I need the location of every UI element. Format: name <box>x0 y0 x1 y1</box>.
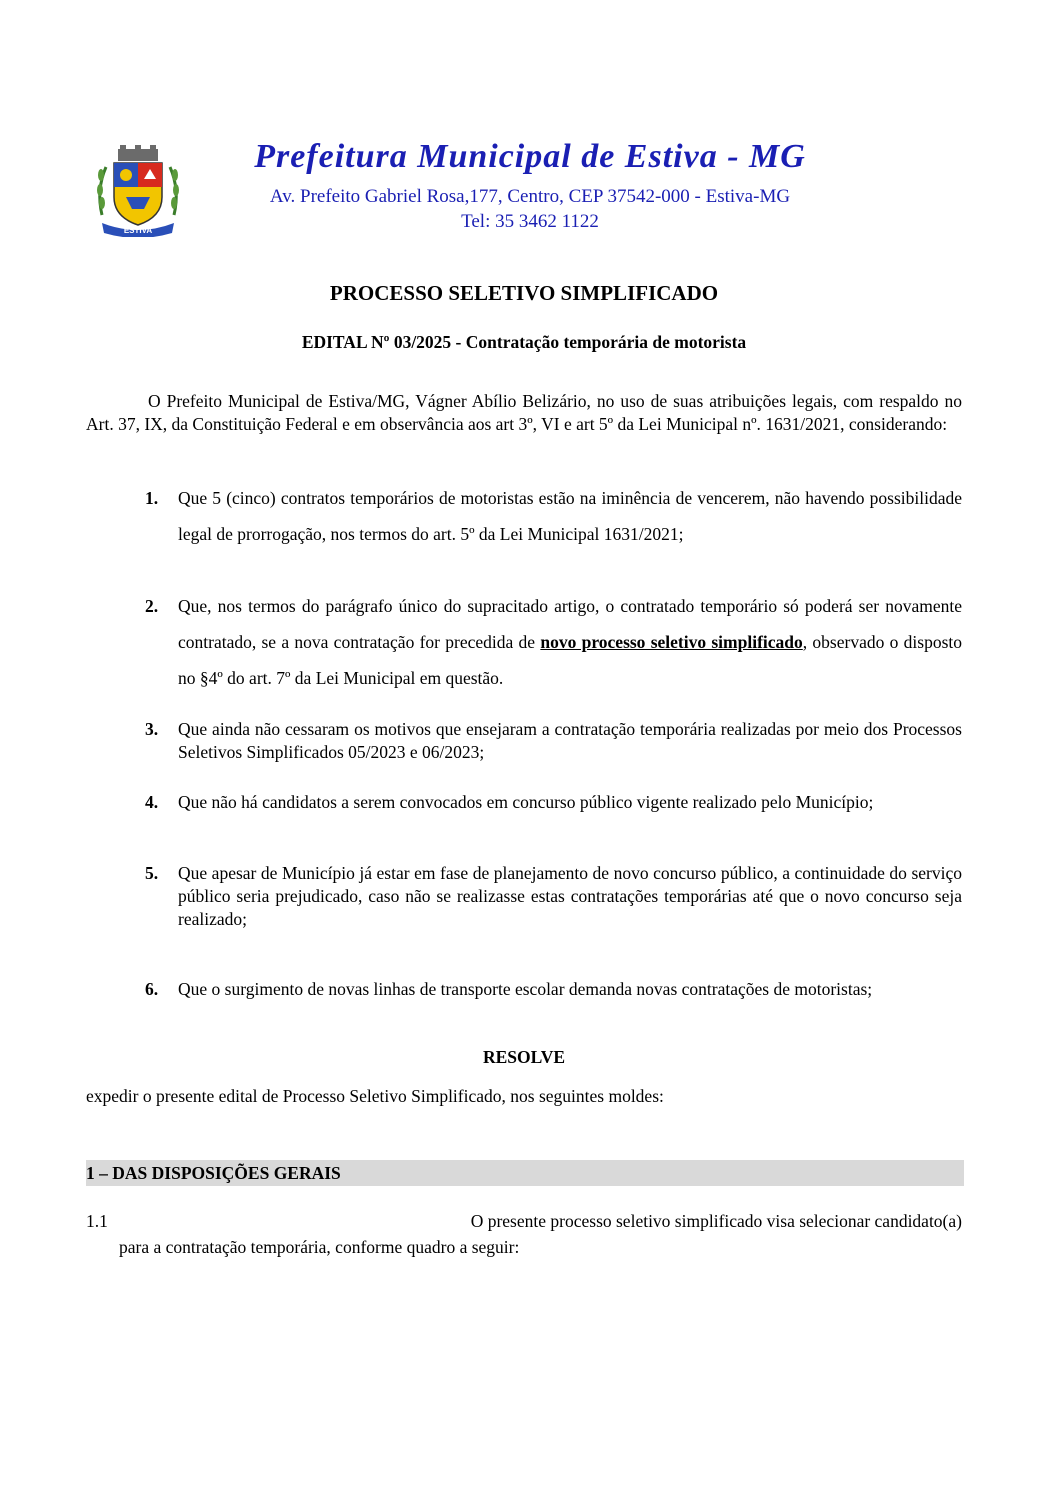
clause-text-line1: O presente processo seletivo simplificado visa selecionar candidato(a) <box>470 1211 962 1231</box>
list-item-text: Que apesar de Município já estar em fase de planejamento de novo concurso público, a continuidade do serviço público seria prejudicado, caso não se realizasse estas contratações temporárias até que o novo concurso seja realizado; <box>178 863 962 929</box>
intro-paragraph: O Prefeito Municipal de Estiva/MG, Vágner Abílio Belizário, no uso de suas atribuições legais, com respaldo no Art. 37, IX, da Constituição Federal e em observância aos art 3º, VI e art 5º da Lei Municipal nº. 1631/2021, considerando: <box>86 391 962 434</box>
section-title: 1 – DAS DISPOSIÇÕES GERAIS <box>86 1163 341 1183</box>
header-address: Av. Prefeito Gabriel Rosa,177, Centro, CEP 37542-000 - Estiva-MG <box>269 186 791 207</box>
list-item-text: Que, nos termos do parágrafo único do supracitado artigo, o contratado temporário só poderá ser novamente contratado, se a nova contratação for precedida de novo processo seletivo simplificado, observado o disposto no §4º do art. 7º da Lei Municipal em questão. <box>178 596 962 688</box>
list-item-number: 1. <box>145 488 159 508</box>
clause-number: 1.1 <box>86 1211 108 1231</box>
list-item <box>145 718 962 764</box>
list-item-text: Que o surgimento de novas linhas de transporte escolar demanda novas contratações de motoristas; <box>178 979 873 999</box>
expedir-paragraph: expedir o presente edital de Processo Seletivo Simplificado, nos seguintes moldes: <box>86 1086 664 1106</box>
list-item <box>145 978 962 1001</box>
list-item <box>145 862 962 931</box>
municipal-crest-icon <box>92 145 184 237</box>
crest-ribbon-text: ESTIVA <box>123 226 153 235</box>
list-item-number: 5. <box>145 863 159 883</box>
list-item-number: 3. <box>145 719 159 739</box>
edital-title: EDITAL Nº 03/2025 - Contratação temporária de motorista <box>301 332 747 352</box>
list-item <box>145 588 962 696</box>
clause-1-1 <box>86 1208 962 1260</box>
list-item <box>145 791 962 814</box>
list-item <box>145 480 962 552</box>
header-phone: Tel: 35 3462 1122 <box>461 211 599 232</box>
list-item-text: Que não há candidatos a serem convocados em concurso público vigente realizado pelo Município; <box>178 792 874 812</box>
list-item-number: 4. <box>145 792 159 812</box>
underlined-phrase: novo processo seletivo simplificado <box>540 632 803 652</box>
header-title: Prefeitura Municipal de Estiva - MG <box>254 138 806 175</box>
list-item-number: 2. <box>145 596 159 616</box>
resolve-heading: RESOLVE <box>482 1047 566 1067</box>
list-item-text: Que ainda não cessaram os motivos que ensejaram a contratação temporária realizadas por meio dos Processos Seletivos Simplificados 05/2023 e 06/2023; <box>178 719 962 762</box>
list-item-number: 6. <box>145 979 159 999</box>
clause-text-line2: para a contratação temporária, conforme quadro a seguir: <box>119 1237 520 1257</box>
document-title: PROCESSO SELETIVO SIMPLIFICADO <box>329 281 719 305</box>
section-heading <box>86 1160 964 1186</box>
list-item-text: Que 5 (cinco) contratos temporários de motoristas estão na iminência de vencerem, não havendo possibilidade legal de prorrogação, nos termos do art. 5º da Lei Municipal 1631/2021; <box>178 488 962 544</box>
